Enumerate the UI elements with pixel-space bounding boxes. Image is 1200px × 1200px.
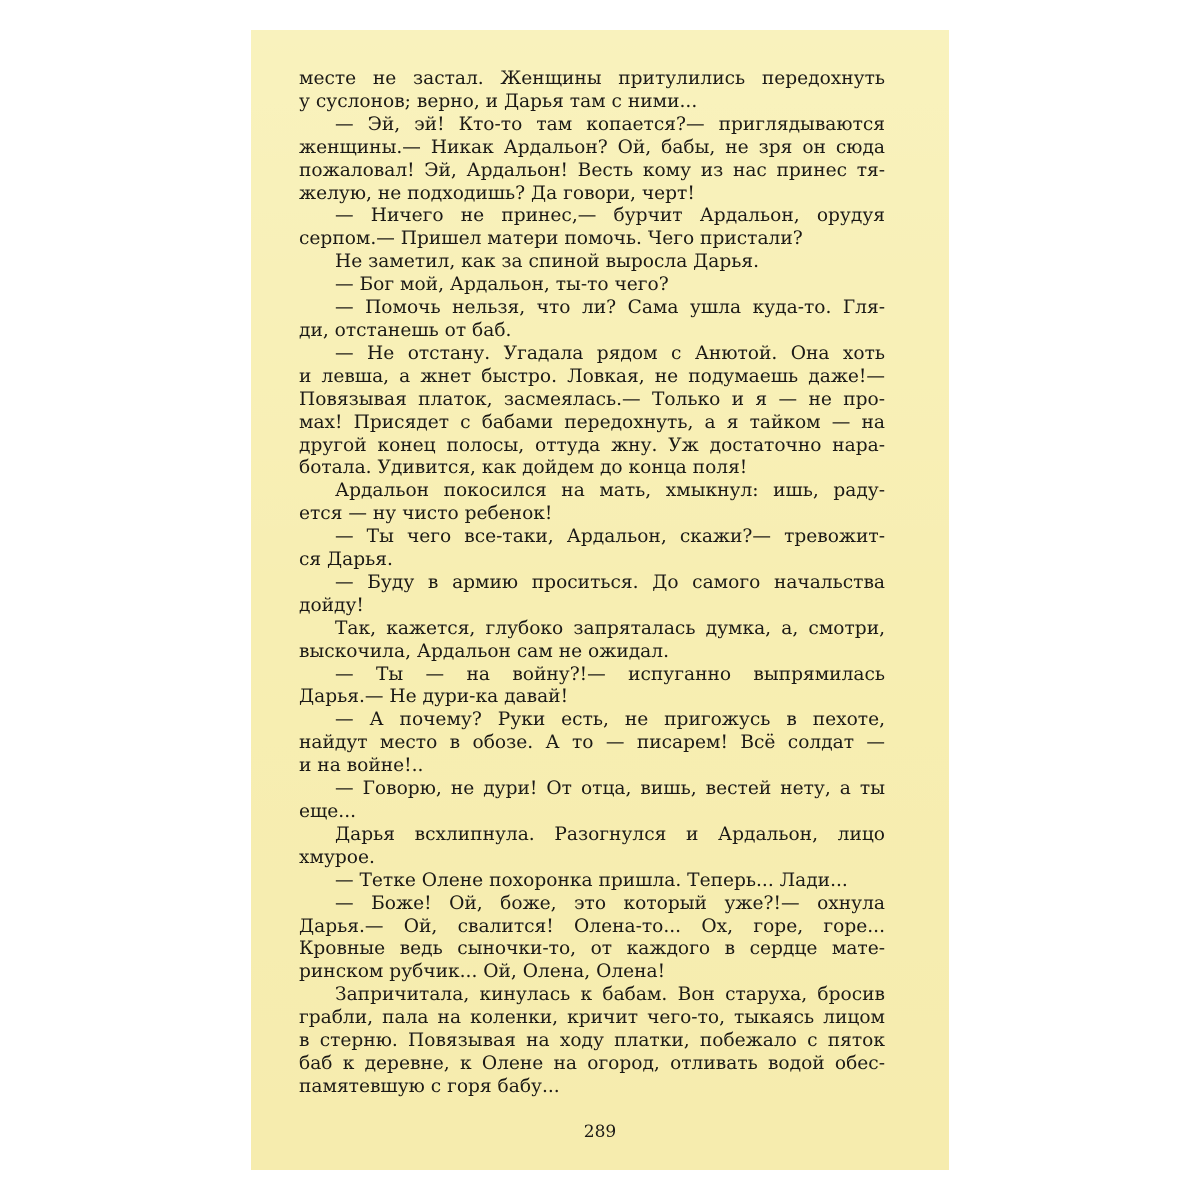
text-line: выскочила, Ардальон сам не ожидал.	[299, 640, 669, 662]
text-line: ся Дарья.	[299, 549, 393, 571]
text-line: Кровные ведь сыночки-то, от каждого в сердце мате-	[299, 938, 885, 960]
text-line: — Боже! Ой, боже, это который уже?!— охнула	[335, 892, 885, 914]
text-line: памятевшую с горя бабу...	[299, 1075, 560, 1097]
text-line: у суслонов; верно, и Дарья там с ними...	[299, 90, 698, 112]
text-line: найдут место в обозе. А то — писарем! Всё солдат —	[299, 732, 885, 754]
text-line: — Помочь нельзя, что ли? Сама ушла куда-то. Гля-	[335, 297, 885, 319]
text-line: — Ты чего все-таки, Ардальон, скажи?— тревожит-	[335, 526, 885, 548]
text-line: Не заметил, как за спиной выросла Дарья.	[335, 251, 760, 273]
text-line: и левша, а жнет быстро. Ловкая, не подумаешь даже!—	[299, 365, 885, 387]
text-line: Дарья.— Не дури-ка давай!	[299, 686, 569, 708]
text-line: и на войне!..	[299, 755, 424, 777]
text-line: — А почему? Руки есть, не пригожусь в пехоте,	[335, 709, 885, 731]
text-line: — Эй, эй! Кто-то там копается?— приглядываются	[335, 113, 885, 135]
text-line: хмурое.	[299, 846, 375, 868]
text-line: в стерню. Повязывая на ходу платки, побежало с пяток	[299, 1030, 885, 1052]
text-line: Дарья.— Ой, свалится! Олена-то... Ох, горе, горе...	[299, 915, 885, 937]
text-line: Ардальон покосился на мать, хмыкнул: ишь, раду-	[335, 480, 885, 502]
text-line: другой конец полосы, оттуда жну. Уж достаточно нара-	[299, 434, 885, 456]
text-line: женщины.— Никак Ардальон? Ой, бабы, не зря он сюда	[299, 136, 885, 158]
text-line: — Тетке Олене похоронка пришла. Теперь... Лади...	[335, 869, 848, 891]
text-line: — Не отстану. Угадала рядом с Анютой. Она хоть	[335, 342, 885, 364]
text-line: ботала. Удивится, как дойдем до конца поля!	[299, 457, 748, 479]
text-line: — Ты — на войну?!— испуганно выпрямилась	[335, 663, 885, 685]
text-line: Дарья всхлипнула. Разогнулся и Ардальон, лицо	[335, 823, 885, 845]
text-line: грабли, пала на коленки, кричит чего-то, тыкаясь лицом	[299, 1007, 885, 1029]
text-line: ринском рубчик... Ой, Олена, Олена!	[299, 961, 666, 983]
text-line: — Бог мой, Ардальон, ты-то чего?	[335, 274, 669, 296]
text-line: Повязывая платок, засмеялась.— Только и я — не про-	[299, 388, 885, 410]
text-line: — Говорю, не дури! От отца, вишь, вестей нету, а ты	[335, 778, 885, 800]
text-line: мах! Присядет с бабами передохнуть, а я тайком — на	[299, 411, 885, 433]
text-line: Так, кажется, глубоко запряталась думка, а, смотри,	[335, 617, 885, 639]
text-line: пожаловал! Эй, Ардальон! Весть кому из нас принес тя-	[299, 159, 885, 181]
text-line: желую, не подходишь? Да говори, черт!	[299, 182, 695, 204]
text-line: Запричитала, кинулась к бабам. Вон старуха, бросив	[335, 984, 885, 1006]
text-line: месте не застал. Женщины притулились передохнуть	[299, 68, 885, 89]
text-line: — Ничего не принес,— бурчит Ардальон, орудуя	[335, 205, 885, 227]
book-page	[251, 30, 949, 1170]
text-line: — Буду в армию проситься. До самого начальства	[335, 571, 885, 593]
text-line: ется — ну чисто ребенок!	[299, 503, 553, 525]
text-line: дойду!	[299, 594, 364, 616]
text-line: ди, отстанешь от баб.	[299, 319, 512, 341]
body-text	[299, 68, 885, 1099]
text-line: баб к деревне, к Олене на огород, отливать водой обес-	[299, 1052, 885, 1074]
page-number: 289	[583, 1122, 617, 1142]
text-line: серпом.— Пришел матери помочь. Чего пристали?	[299, 228, 803, 250]
text-line: еще...	[299, 801, 357, 822]
